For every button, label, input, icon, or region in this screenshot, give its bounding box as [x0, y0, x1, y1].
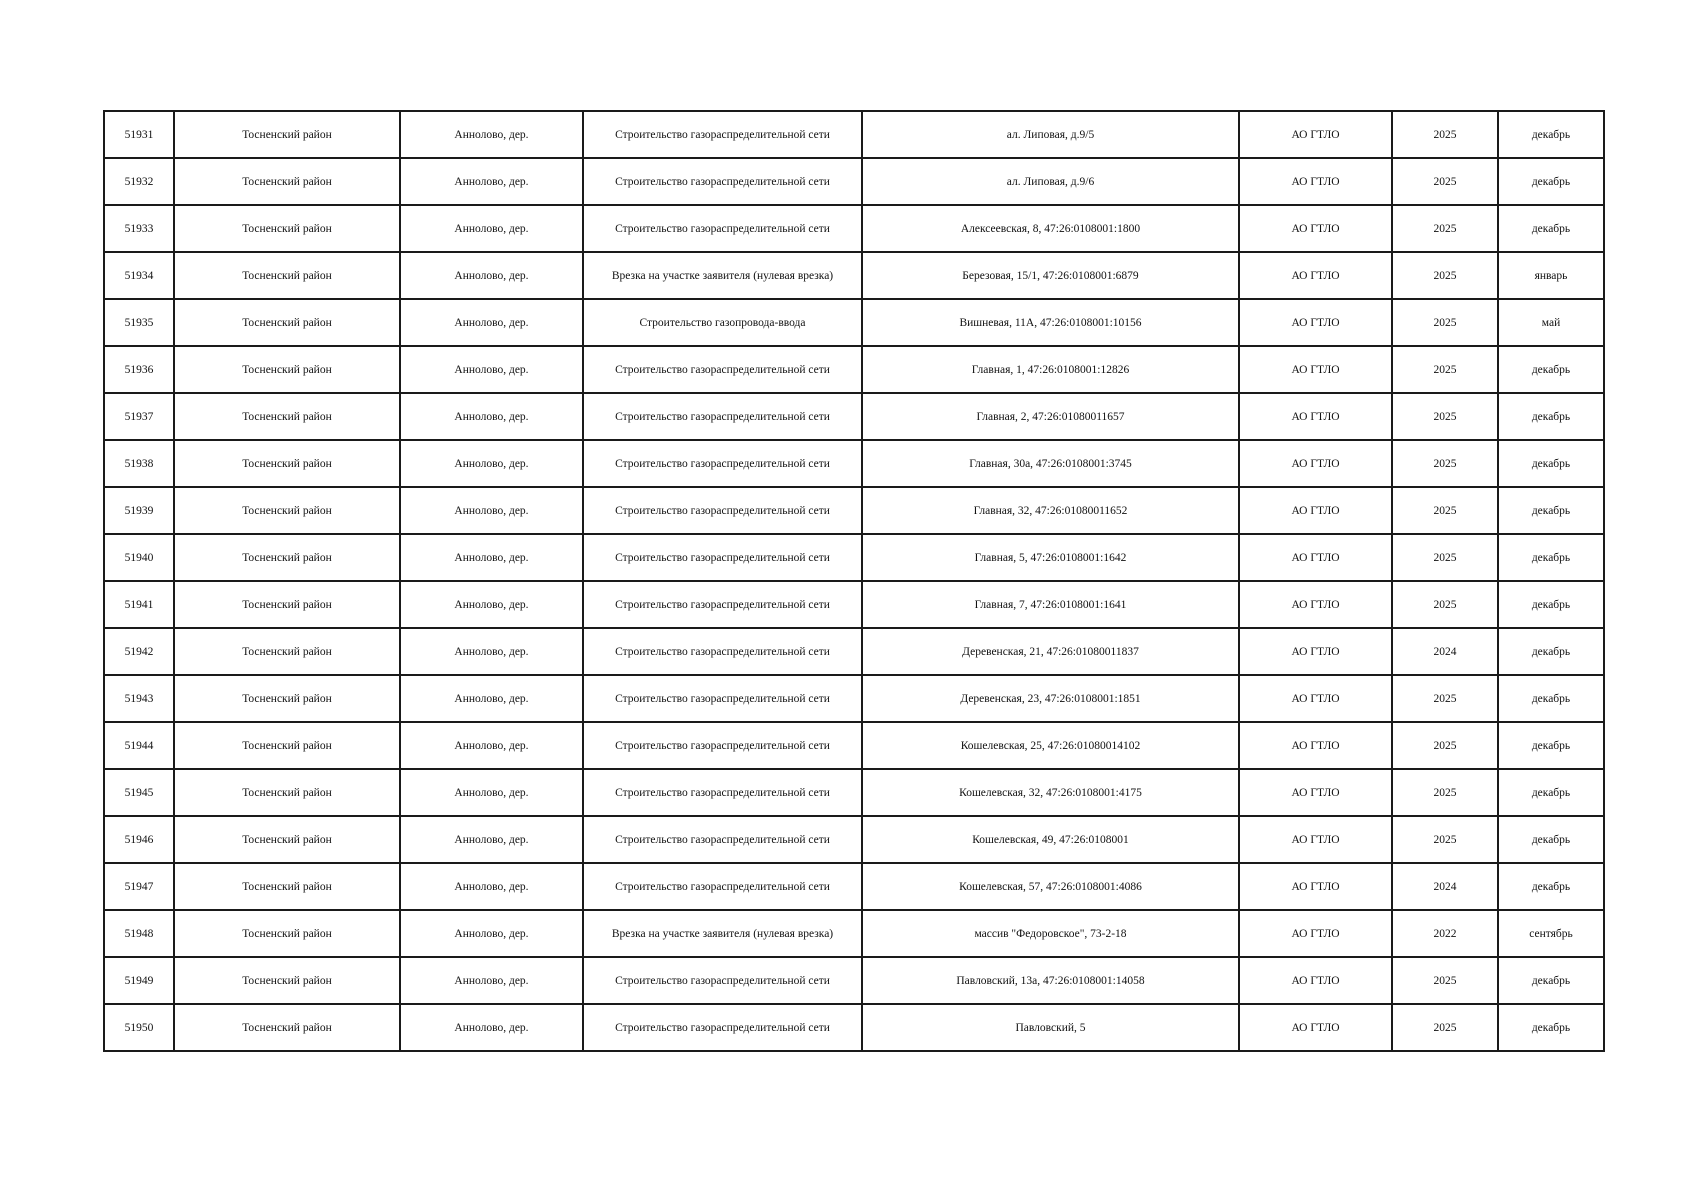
cell-month: декабрь [1498, 534, 1604, 581]
cell-work-type: Строительство газораспределительной сети [583, 581, 862, 628]
cell-work-type: Строительство газораспределительной сети [583, 487, 862, 534]
cell-locality: Аннолово, дер. [400, 722, 583, 769]
table-row [104, 957, 1604, 1004]
cell-month: декабрь [1498, 205, 1604, 252]
cell-work-type: Строительство газораспределительной сети [583, 816, 862, 863]
cell-address: Павловский, 5 [862, 1004, 1239, 1051]
table-row [104, 393, 1604, 440]
cell-year: 2025 [1392, 111, 1498, 158]
cell-record-id: 51945 [104, 769, 174, 816]
cell-organization: АО ГТЛО [1239, 299, 1392, 346]
table-row [104, 675, 1604, 722]
cell-address: Алексеевская, 8, 47:26:0108001:1800 [862, 205, 1239, 252]
cell-address: массив "Федоровское", 73-2-18 [862, 910, 1239, 957]
cell-month: декабрь [1498, 346, 1604, 393]
table-row [104, 158, 1604, 205]
cell-month: декабрь [1498, 1004, 1604, 1051]
cell-month: декабрь [1498, 863, 1604, 910]
cell-work-type: Строительство газораспределительной сети [583, 769, 862, 816]
cell-record-id: 51938 [104, 440, 174, 487]
cell-work-type: Строительство газораспределительной сети [583, 440, 862, 487]
cell-locality: Аннолово, дер. [400, 910, 583, 957]
cell-district: Тосненский район [174, 581, 400, 628]
cell-address: Павловский, 13а, 47:26:0108001:14058 [862, 957, 1239, 1004]
cell-work-type: Строительство газораспределительной сети [583, 393, 862, 440]
cell-work-type: Строительство газораспределительной сети [583, 111, 862, 158]
table-row [104, 111, 1604, 158]
cell-locality: Аннолово, дер. [400, 863, 583, 910]
cell-year: 2025 [1392, 675, 1498, 722]
cell-record-id: 51932 [104, 158, 174, 205]
cell-district: Тосненский район [174, 346, 400, 393]
cell-record-id: 51941 [104, 581, 174, 628]
cell-year: 2025 [1392, 816, 1498, 863]
cell-month: январь [1498, 252, 1604, 299]
cell-district: Тосненский район [174, 440, 400, 487]
cell-address: Главная, 5, 47:26:0108001:1642 [862, 534, 1239, 581]
cell-district: Тосненский район [174, 628, 400, 675]
cell-district: Тосненский район [174, 299, 400, 346]
cell-address: ал. Липовая, д.9/5 [862, 111, 1239, 158]
cell-month: сентябрь [1498, 910, 1604, 957]
cell-district: Тосненский район [174, 487, 400, 534]
cell-locality: Аннолово, дер. [400, 252, 583, 299]
cell-address: Главная, 2, 47:26:01080011657 [862, 393, 1239, 440]
cell-organization: АО ГТЛО [1239, 628, 1392, 675]
cell-locality: Аннолово, дер. [400, 816, 583, 863]
cell-district: Тосненский район [174, 393, 400, 440]
cell-district: Тосненский район [174, 205, 400, 252]
cell-address: Главная, 30а, 47:26:0108001:3745 [862, 440, 1239, 487]
cell-address: Деревенская, 23, 47:26:0108001:1851 [862, 675, 1239, 722]
cell-work-type: Строительство газопровода-ввода [583, 299, 862, 346]
cell-district: Тосненский район [174, 534, 400, 581]
cell-month: декабрь [1498, 769, 1604, 816]
cell-district: Тосненский район [174, 158, 400, 205]
cell-month: декабрь [1498, 487, 1604, 534]
cell-record-id: 51943 [104, 675, 174, 722]
cell-year: 2024 [1392, 863, 1498, 910]
cell-locality: Аннолово, дер. [400, 158, 583, 205]
cell-year: 2025 [1392, 1004, 1498, 1051]
cell-year: 2025 [1392, 440, 1498, 487]
cell-organization: АО ГТЛО [1239, 1004, 1392, 1051]
cell-organization: АО ГТЛО [1239, 158, 1392, 205]
cell-organization: АО ГТЛО [1239, 722, 1392, 769]
cell-record-id: 51948 [104, 910, 174, 957]
table-row [104, 863, 1604, 910]
cell-locality: Аннолово, дер. [400, 111, 583, 158]
gas-connection-table [103, 110, 1605, 1052]
cell-locality: Аннолово, дер. [400, 957, 583, 1004]
cell-record-id: 51946 [104, 816, 174, 863]
cell-work-type: Строительство газораспределительной сети [583, 1004, 862, 1051]
cell-year: 2024 [1392, 628, 1498, 675]
cell-district: Тосненский район [174, 111, 400, 158]
cell-locality: Аннолово, дер. [400, 675, 583, 722]
cell-year: 2025 [1392, 581, 1498, 628]
cell-work-type: Врезка на участке заявителя (нулевая врезка) [583, 910, 862, 957]
cell-locality: Аннолово, дер. [400, 487, 583, 534]
cell-locality: Аннолово, дер. [400, 299, 583, 346]
table-row [104, 816, 1604, 863]
table-row [104, 205, 1604, 252]
cell-organization: АО ГТЛО [1239, 816, 1392, 863]
cell-month: декабрь [1498, 111, 1604, 158]
cell-organization: АО ГТЛО [1239, 205, 1392, 252]
cell-month: декабрь [1498, 158, 1604, 205]
cell-organization: АО ГТЛО [1239, 675, 1392, 722]
cell-organization: АО ГТЛО [1239, 581, 1392, 628]
cell-address: Кошелевская, 32, 47:26:0108001:4175 [862, 769, 1239, 816]
cell-year: 2025 [1392, 487, 1498, 534]
table-row [104, 628, 1604, 675]
cell-work-type: Строительство газораспределительной сети [583, 675, 862, 722]
cell-organization: АО ГТЛО [1239, 111, 1392, 158]
cell-month: декабрь [1498, 628, 1604, 675]
cell-locality: Аннолово, дер. [400, 440, 583, 487]
cell-year: 2025 [1392, 957, 1498, 1004]
cell-record-id: 51940 [104, 534, 174, 581]
table-row [104, 440, 1604, 487]
cell-work-type: Строительство газораспределительной сети [583, 628, 862, 675]
cell-month: декабрь [1498, 957, 1604, 1004]
cell-locality: Аннолово, дер. [400, 769, 583, 816]
cell-district: Тосненский район [174, 863, 400, 910]
cell-work-type: Строительство газораспределительной сети [583, 863, 862, 910]
cell-address: Кошелевская, 57, 47:26:0108001:4086 [862, 863, 1239, 910]
cell-record-id: 51947 [104, 863, 174, 910]
cell-locality: Аннолово, дер. [400, 1004, 583, 1051]
cell-organization: АО ГТЛО [1239, 957, 1392, 1004]
cell-month: декабрь [1498, 581, 1604, 628]
cell-record-id: 51937 [104, 393, 174, 440]
cell-month: май [1498, 299, 1604, 346]
cell-district: Тосненский район [174, 957, 400, 1004]
cell-year: 2025 [1392, 346, 1498, 393]
cell-year: 2025 [1392, 534, 1498, 581]
cell-work-type: Строительство газораспределительной сети [583, 722, 862, 769]
cell-address: Вишневая, 11А, 47:26:0108001:10156 [862, 299, 1239, 346]
cell-address: Главная, 7, 47:26:0108001:1641 [862, 581, 1239, 628]
cell-address: Деревенская, 21, 47:26:01080011837 [862, 628, 1239, 675]
cell-record-id: 51939 [104, 487, 174, 534]
cell-locality: Аннолово, дер. [400, 205, 583, 252]
cell-address: Кошелевская, 49, 47:26:0108001 [862, 816, 1239, 863]
cell-organization: АО ГТЛО [1239, 863, 1392, 910]
cell-year: 2022 [1392, 910, 1498, 957]
table-row [104, 581, 1604, 628]
table-row [104, 769, 1604, 816]
cell-district: Тосненский район [174, 816, 400, 863]
cell-district: Тосненский район [174, 769, 400, 816]
cell-address: ал. Липовая, д.9/6 [862, 158, 1239, 205]
cell-organization: АО ГТЛО [1239, 393, 1392, 440]
cell-work-type: Врезка на участке заявителя (нулевая врезка) [583, 252, 862, 299]
cell-address: Главная, 1, 47:26:0108001:12826 [862, 346, 1239, 393]
cell-month: декабрь [1498, 722, 1604, 769]
cell-district: Тосненский район [174, 910, 400, 957]
cell-year: 2025 [1392, 722, 1498, 769]
cell-organization: АО ГТЛО [1239, 252, 1392, 299]
cell-work-type: Строительство газораспределительной сети [583, 158, 862, 205]
cell-month: декабрь [1498, 440, 1604, 487]
cell-address: Березовая, 15/1, 47:26:0108001:6879 [862, 252, 1239, 299]
cell-locality: Аннолово, дер. [400, 346, 583, 393]
cell-organization: АО ГТЛО [1239, 769, 1392, 816]
cell-district: Тосненский район [174, 722, 400, 769]
cell-record-id: 51935 [104, 299, 174, 346]
table-row [104, 534, 1604, 581]
cell-record-id: 51934 [104, 252, 174, 299]
table-body [104, 111, 1604, 1051]
cell-work-type: Строительство газораспределительной сети [583, 534, 862, 581]
cell-year: 2025 [1392, 299, 1498, 346]
cell-organization: АО ГТЛО [1239, 346, 1392, 393]
cell-record-id: 51944 [104, 722, 174, 769]
cell-record-id: 51933 [104, 205, 174, 252]
cell-locality: Аннолово, дер. [400, 393, 583, 440]
cell-record-id: 51942 [104, 628, 174, 675]
cell-address: Кошелевская, 25, 47:26:01080014102 [862, 722, 1239, 769]
table-row [104, 1004, 1604, 1051]
cell-record-id: 51950 [104, 1004, 174, 1051]
cell-record-id: 51931 [104, 111, 174, 158]
table-row [104, 722, 1604, 769]
cell-organization: АО ГТЛО [1239, 487, 1392, 534]
cell-record-id: 51936 [104, 346, 174, 393]
cell-district: Тосненский район [174, 675, 400, 722]
cell-year: 2025 [1392, 393, 1498, 440]
table-row [104, 252, 1604, 299]
cell-month: декабрь [1498, 816, 1604, 863]
cell-address: Главная, 32, 47:26:01080011652 [862, 487, 1239, 534]
cell-organization: АО ГТЛО [1239, 910, 1392, 957]
cell-year: 2025 [1392, 252, 1498, 299]
cell-organization: АО ГТЛО [1239, 440, 1392, 487]
cell-district: Тосненский район [174, 1004, 400, 1051]
cell-work-type: Строительство газораспределительной сети [583, 346, 862, 393]
cell-locality: Аннолово, дер. [400, 628, 583, 675]
table-row [104, 910, 1604, 957]
cell-month: декабрь [1498, 393, 1604, 440]
cell-record-id: 51949 [104, 957, 174, 1004]
cell-work-type: Строительство газораспределительной сети [583, 957, 862, 1004]
cell-month: декабрь [1498, 675, 1604, 722]
table-row [104, 487, 1604, 534]
cell-locality: Аннолово, дер. [400, 581, 583, 628]
cell-year: 2025 [1392, 205, 1498, 252]
cell-year: 2025 [1392, 769, 1498, 816]
cell-organization: АО ГТЛО [1239, 534, 1392, 581]
table-row [104, 299, 1604, 346]
cell-work-type: Строительство газораспределительной сети [583, 205, 862, 252]
cell-year: 2025 [1392, 158, 1498, 205]
table-row [104, 346, 1604, 393]
cell-district: Тосненский район [174, 252, 400, 299]
cell-locality: Аннолово, дер. [400, 534, 583, 581]
